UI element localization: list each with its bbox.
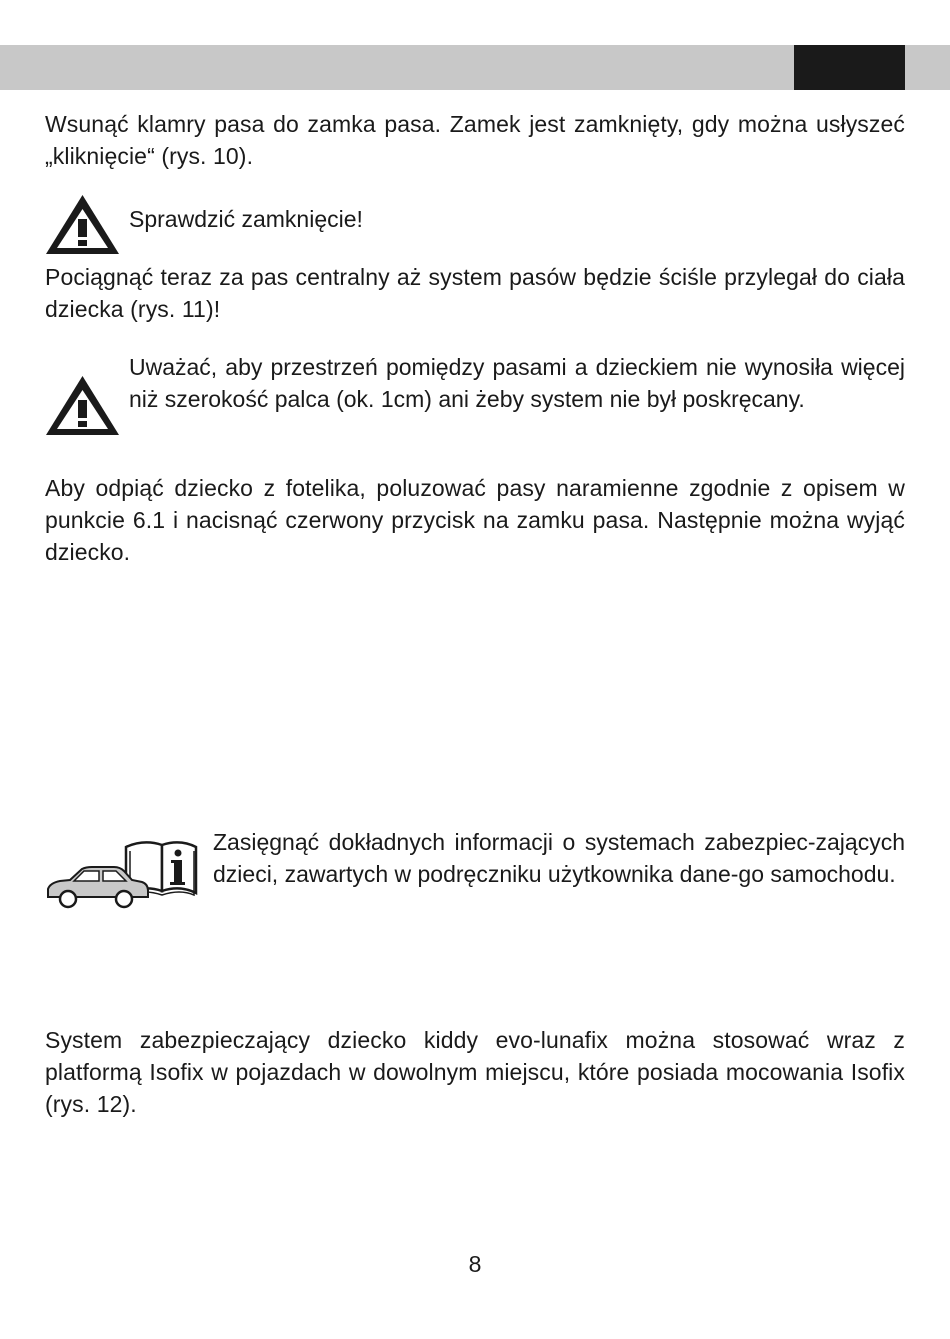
warning-finger-gap: Uważać, aby przestrzeń pomiędzy pasami a dzieckiem nie wynosiła więcej niż szerokość palca (ok. 1cm) ani żeby system nie był poskręcany. — [129, 354, 905, 412]
paragraph-release: Aby odpiąć dziecko z fotelika, poluzować pasy naramienne zgodnie z opisem w punkcie 6.1 i nacisnąć czerwony przycisk na zamku pasa. Następnie można wyjąć dziecko. — [45, 475, 905, 565]
warning-check-closure: Sprawdzić zamknięcie! — [129, 206, 363, 232]
warning-triangle-icon — [44, 193, 121, 256]
paragraph-isofix: System zabezpieczający dziecko kiddy evo-lunafix można stosować wraz z platformą Isofix w pojazdach w dowolnym miejscu, które posiada mocowania Isofix (rys. 12). — [45, 1027, 905, 1117]
header-block — [794, 45, 905, 90]
paragraph-tighten: Pociągnąć teraz za pas centralny aż system pasów będzie ściśle przylegał do ciała dziecka (rys. 11)! — [45, 264, 905, 322]
page-number: 8 — [468, 1251, 482, 1277]
paragraph-buckle: Wsunąć klamry pasa do zamka pasa. Zamek jest zamknięty, gdy można usłyszeć „kliknięcie“ (rys. 10). — [45, 111, 905, 169]
info-vehicle-manual: Zasięgnąć dokładnych informacji o systemach zabezpiec-zających dzieci, zawartych w podręczniku użytkownika dane-go samochodu. — [213, 829, 905, 887]
warning-triangle-icon — [44, 374, 121, 437]
car-manual-info-icon — [44, 833, 200, 913]
